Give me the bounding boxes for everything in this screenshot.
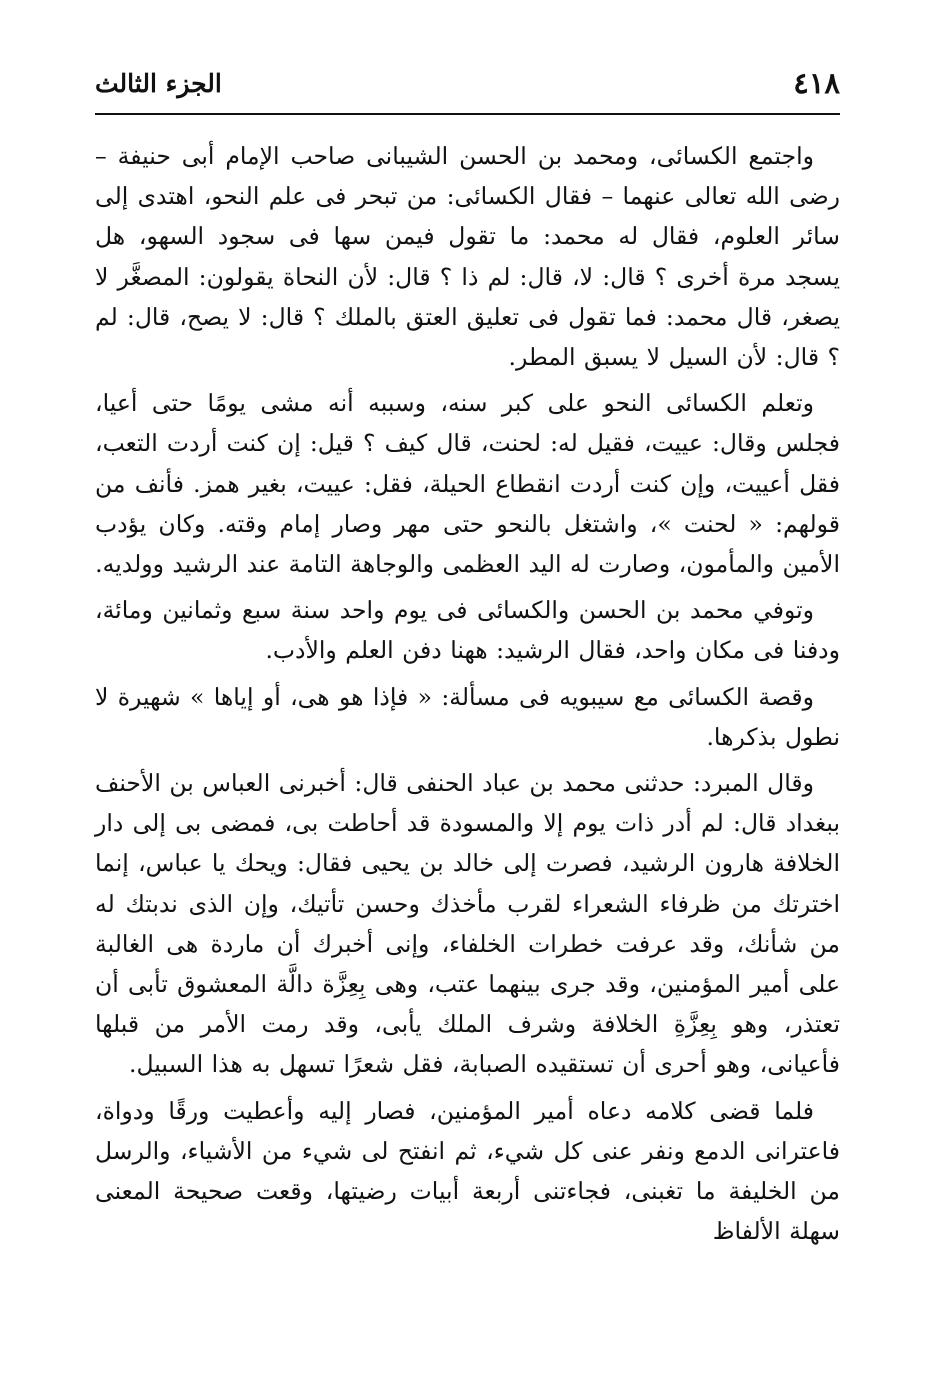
running-head	[95, 62, 840, 106]
paragraph-kisai-learning: وتعلم الكسائى النحو على كبر سنه، وسببه أنه مشى يومًا حتى أعيا، فجلس وقال: عييت، فقيل له: لحنت، قال كيف ؟ قيل: إن كنت أردت التعب، فقل أعييت، وإن كنت أردت انقطاع الحيلة، فقل: عييت، بغير همز. فأنف من قولهم: « لحنت »، واشتغل بالنحو حتى مهر وصار إمام وقته. وكان يؤدب الأمين والمأمون، وصارت له اليد العظمى والوجاهة التامة عند الرشيد وولديه.	[95, 389, 840, 579]
running-title: الجزء الثالث	[95, 69, 222, 98]
page-number: ٤١٨	[793, 66, 840, 100]
paragraph-verses: فلما قضى كلامه دعاه أمير المؤمنين، فصار إليه وأعطيت ورقًا ودواة، فاعترانى الدمع ونفر عنى كل شيء، ثم انفتح لى شيء من الأشياء، والرسل من الخليفة ما تغبنى، فجاءتنى أربعة أبيات رضيتها، وقعت صحيحة المعنى سهلة الألفاظ	[95, 1096, 840, 1246]
body-text	[95, 136, 840, 1251]
paragraph-death: وتوفي محمد بن الحسن والكسائى فى يوم واحد سنة سبع وثمانين ومائة، ودفنا فى مكان واحد، فقال الرشيد: ههنا دفن العلم والأدب.	[95, 596, 840, 665]
header-rule	[95, 113, 840, 115]
paragraph-sibawayh: وقصة الكسائى مع سيبويه فى مسألة: « فإذا هو هى، أو إياها » شهيرة لا نطول بذكرها.	[95, 682, 840, 751]
paragraph-mubarrad-account: وقال المبرد: حدثنى محمد بن عباد الحنفى قال: أخبرنى العباس بن الأحنف ببغداد قال: لم أدر ذات يوم إلا والمسودة قد أحاطت بى، فمضى بى إلى دار الخلافة هارون الرشيد، فصرت إلى خالد بن يحيى فقال: ويحك يا عباس، إنما اخترتك من ظرفاء الشعراء لقرب مأخذك وحسن تأتيك، وإن الذى ندبتك له من شأنك، وقد عرفت خطرات الخلفاء، وإنى أخبرك أن ماردة هى الغالبة على أمير المؤمنين، وقد جرى بينهما عتب، وهى بِعِزَّة دالَّة المعشوق تأبى أن تعتذر، وهو بِعِزَّةِ الخلافة وشرف الملك يأبى، وقد رمت الأمر من قبلها فأعيانى، وهو أحرى أن تستقيده الصبابة، فقل شعرًا تسهل به هذا السبيل.	[95, 769, 840, 1079]
paragraph-kisai-muhammad: واجتمع الكسائى، ومحمد بن الحسن الشيبانى صاحب الإمام أبى حنيفة – رضى الله تعالى عنهما – فقال الكسائى: من تبحر فى علم النحو، اهتدى إلى سائر العلوم، فقال له محمد: ما تقول فيمن سها فى سجود السهو، هل يسجد مرة أخرى ؟ قال: لا، قال: لم ذا ؟ قال: لأن النحاة يقولون: المصغَّر لا يصغر، قال محمد: فما تقول فى تعليق العتق بالملك ؟ قال: لا يصح، قال: لم ؟ قال: لأن السيل لا يسبق المطر.	[95, 142, 840, 372]
